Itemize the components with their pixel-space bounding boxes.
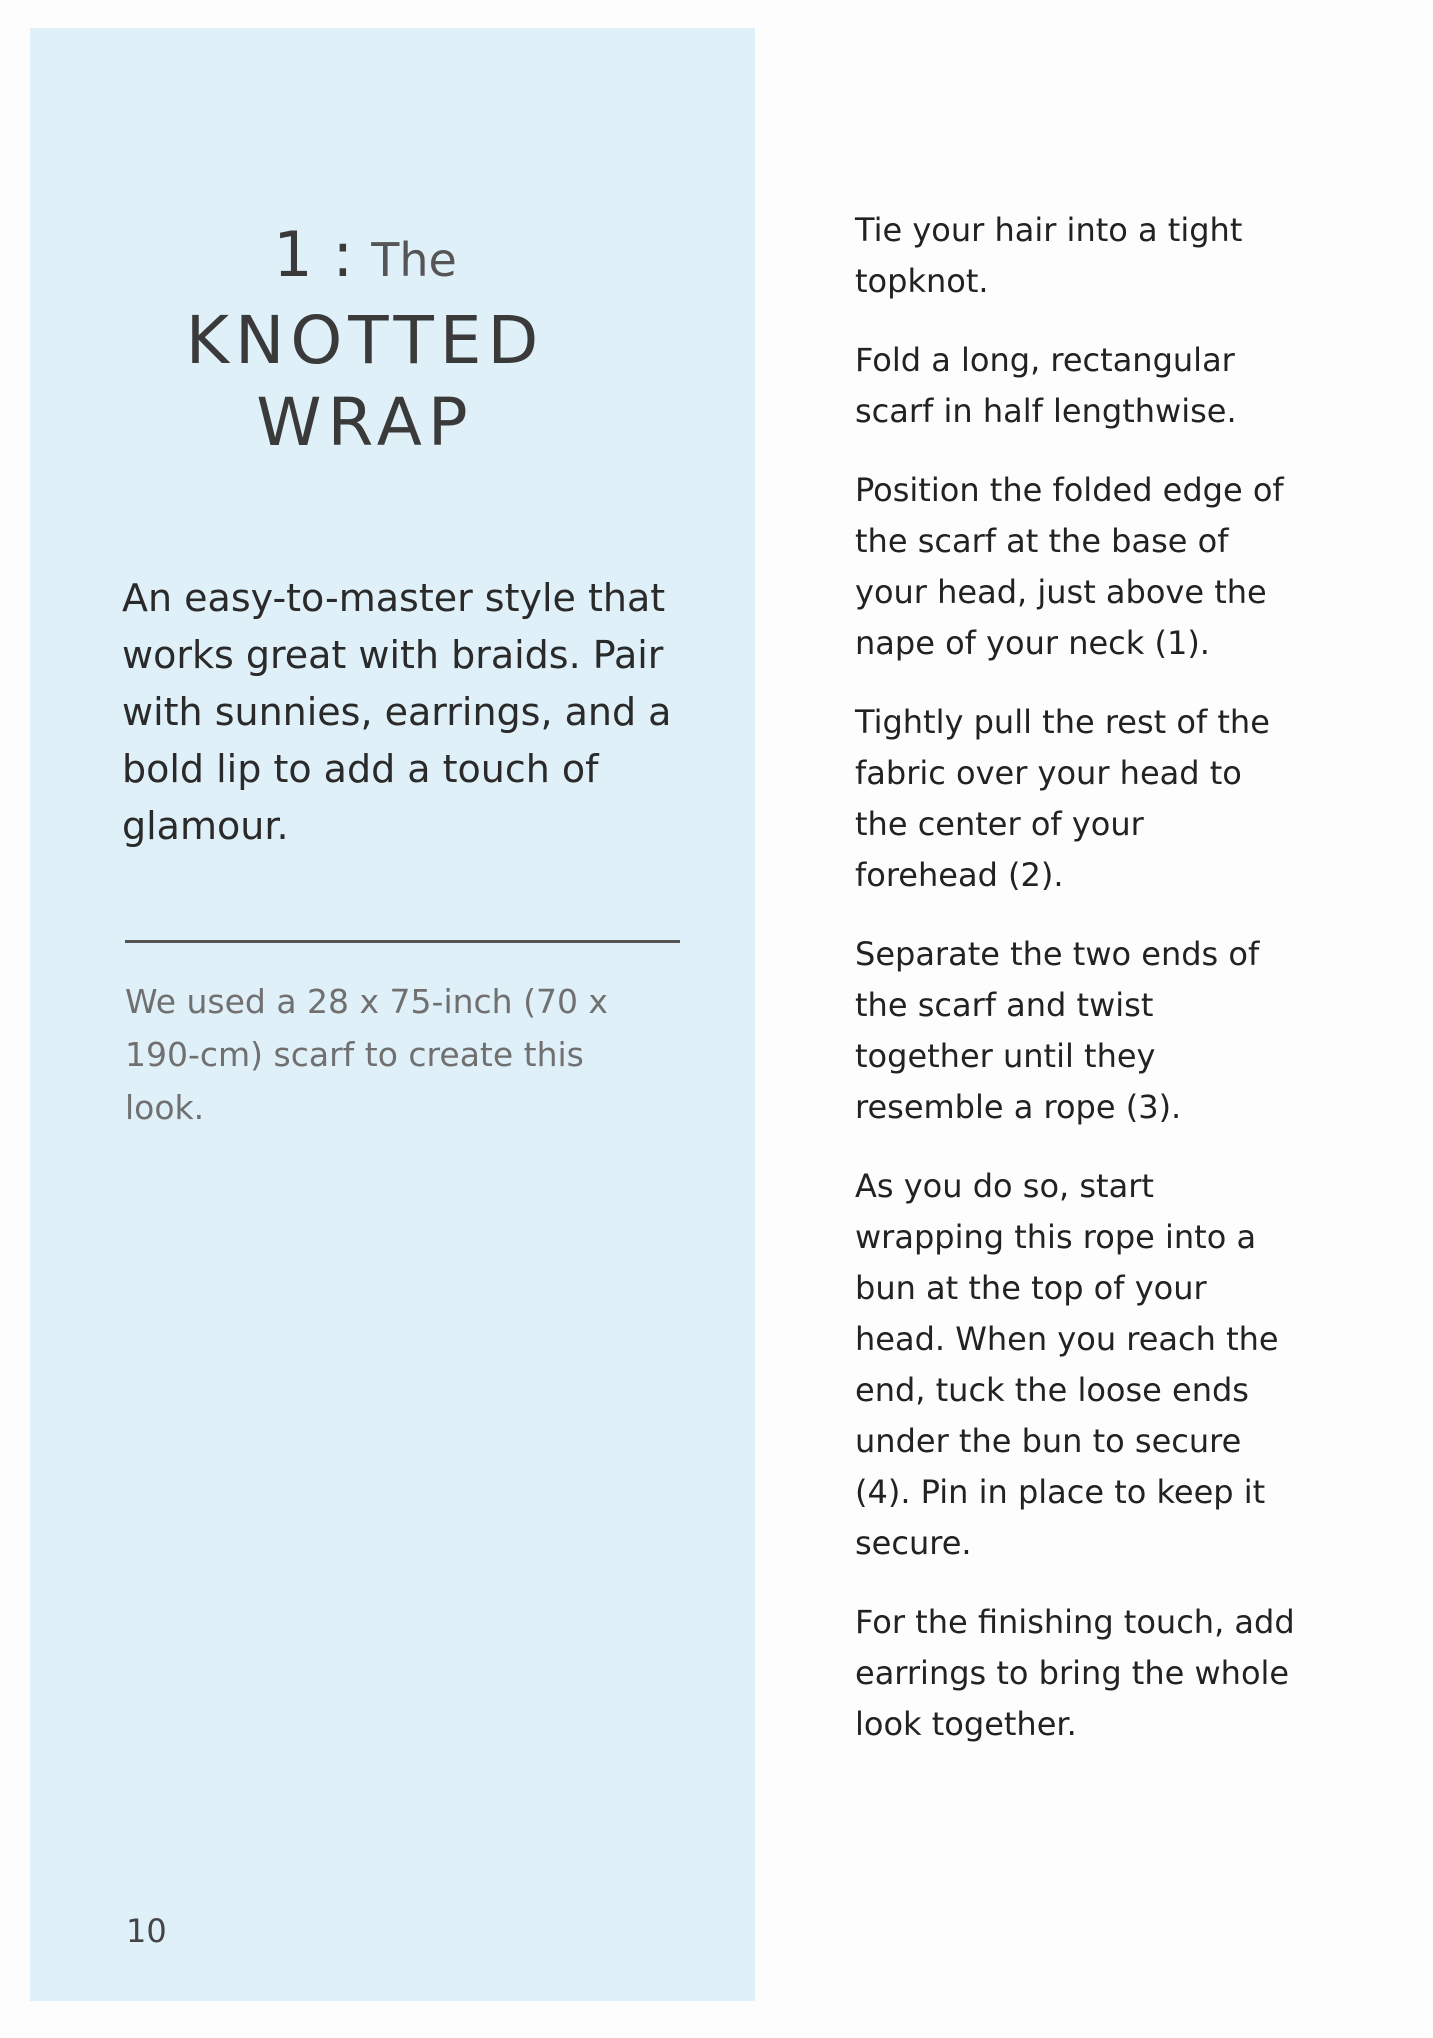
step-3: Position the folded edge of the scarf at the base of your head, just above the nape of your neck (1).: [855, 471, 1284, 662]
title-number: 1 :: [273, 218, 354, 291]
step-7: For the finishing touch, add earrings to bring the whole look together.: [855, 1603, 1295, 1743]
title-knotted: KNOTTED: [185, 302, 545, 379]
step-4: Tightly pull the rest of the fabric over your head to the center of your forehead (2).: [855, 703, 1270, 894]
step-6: As you do so, start wrapping this rope into a bun at the top of your head. When you reach the end, tuck the loose ends under the bun to secure (4). Pin in place to keep it secure.: [855, 1167, 1279, 1562]
title-first-line: [175, 215, 555, 300]
title-the: The: [371, 233, 457, 287]
title-wrap: WRAP: [256, 384, 474, 461]
divider: [125, 940, 680, 943]
instruction-steps: [855, 205, 1295, 1778]
page-number: 10: [126, 1912, 167, 1950]
step-2: Fold a long, rectangular scarf in half lengthwise.: [855, 341, 1237, 430]
step-5: Separate the two ends of the scarf and twist together until they resemble a rope (3).: [855, 935, 1260, 1126]
intro-paragraph: An easy-to-master style that works great with braids. Pair with sunnies, earrings, and a bold lip to add a touch of glamour.: [122, 576, 672, 848]
scarf-size-note: We used a 28 x 75-inch (70 x 190-cm) scarf to create this look.: [125, 982, 608, 1127]
step-1: Tie your hair into a tight topknot.: [855, 211, 1243, 300]
page-title: [175, 215, 555, 464]
